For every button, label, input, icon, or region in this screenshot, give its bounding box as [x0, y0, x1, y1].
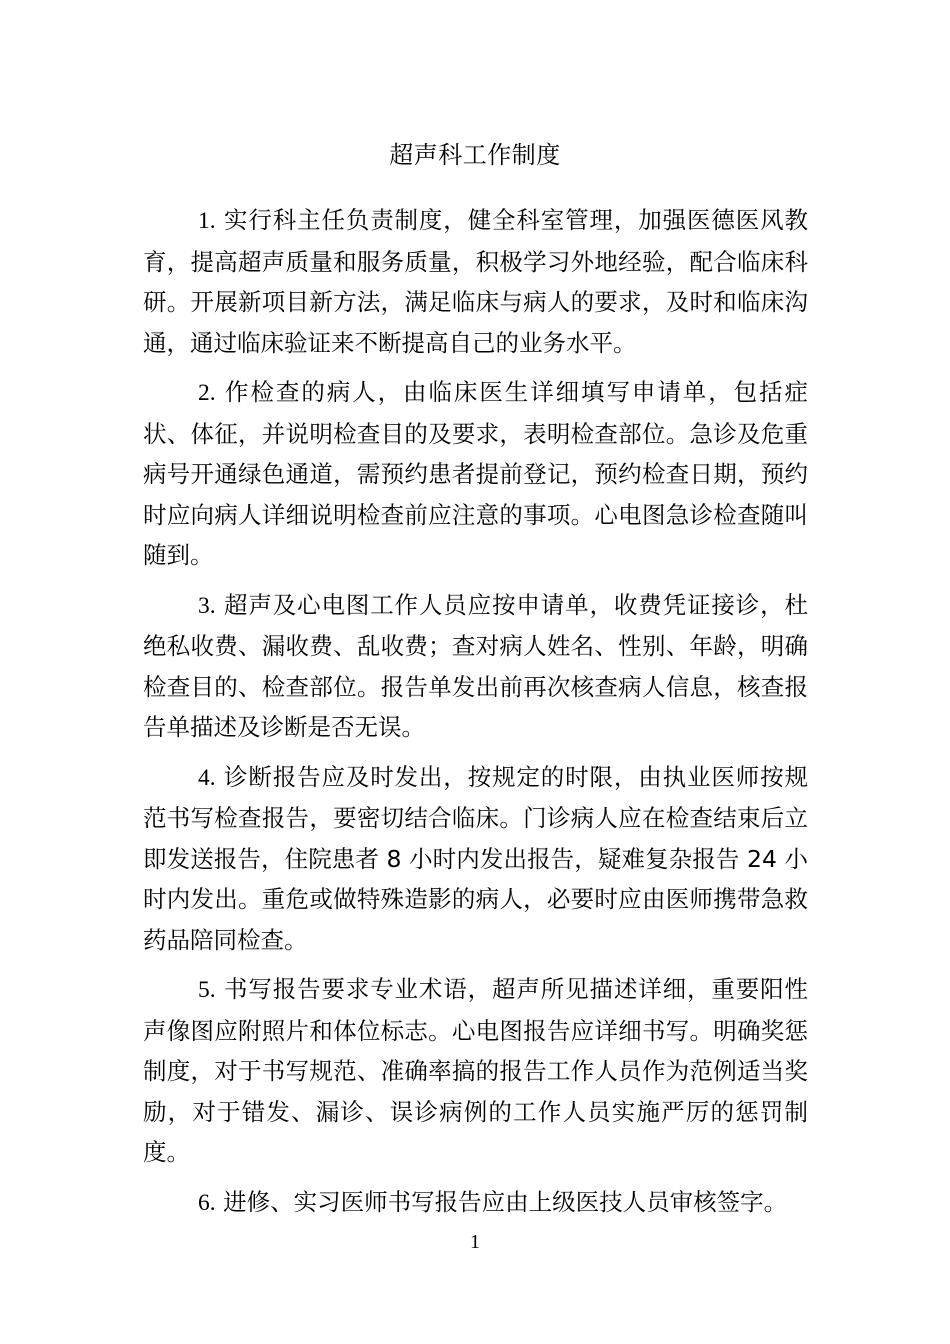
- page-number: 1: [470, 1231, 480, 1253]
- paragraph-text: 作检查的病人，由临床医生详细填写申请单，包括症状、体征，并说明检查目的及要求，表明检查部位。急诊及危重病号开通绿色通道，需预约患者提前登记，预约检查日期，预约时应向病人详细说明检查前应注意的事项。心电图急诊检查随叫随到。: [143, 378, 808, 569]
- paragraph-6: [143, 1182, 808, 1224]
- document-body: [143, 200, 808, 1232]
- paragraph-text: 实行科主任负责制度，健全科室管理，加强医德医风教育，提高超声质量和服务质量，积极学习外地经验，配合临床科研。开展新项目新方法，满足临床与病人的要求，及时和临床沟通，通过临床验证来不断提高自己的业务水平。: [143, 206, 808, 357]
- paragraph-number: 2.: [198, 380, 216, 406]
- paragraph-3: [143, 585, 808, 748]
- paragraph-text: 进修、实习医师书写报告应由上级医技人员审核签字。: [223, 1187, 788, 1216]
- paragraph-1: [143, 200, 808, 363]
- paragraph-5: [143, 969, 808, 1173]
- document-title: 超声科工作制度: [389, 141, 561, 169]
- paragraph-2: [143, 372, 808, 576]
- paragraph-number: 5.: [198, 977, 216, 1003]
- paragraph-number: 1.: [198, 208, 216, 234]
- paragraph-number: 3.: [198, 592, 216, 619]
- paragraph-4: [143, 757, 808, 961]
- paragraph-number: 4.: [198, 764, 216, 791]
- paragraph-number: 6.: [198, 1189, 216, 1216]
- paragraph-text: 超声及心电图工作人员应按申请单，收费凭证接诊，杜绝私收费、漏收费、乱收费；查对病人姓名、性别、年龄，明确检查目的、检查部位。报告单发出前再次核查病人信息，核查报告单描述及诊断是否无误。: [143, 590, 808, 741]
- paragraph-text: 书写报告要求专业术语，超声所见描述详细，重要阳性声像图应附照片和体位标志。心电图报告应详细书写。明确奖惩制度，对于书写规范、准确率搞的报告工作人员作为范例适当奖励，对于错发、漏诊、误诊病例的工作人员实施严厉的惩罚制度。: [143, 975, 808, 1166]
- paragraph-text: 诊断报告应及时发出，按规定的时限，由执业医师按规范书写检查报告，要密切结合临床。门诊病人应在检查结束后立即发送报告，住院患者 8 小时内发出报告，疑难复杂报告 24 小时内发出。重危或做特殊造影的病人，必要时应由医师携带急救药品陪同检查。: [143, 762, 808, 954]
